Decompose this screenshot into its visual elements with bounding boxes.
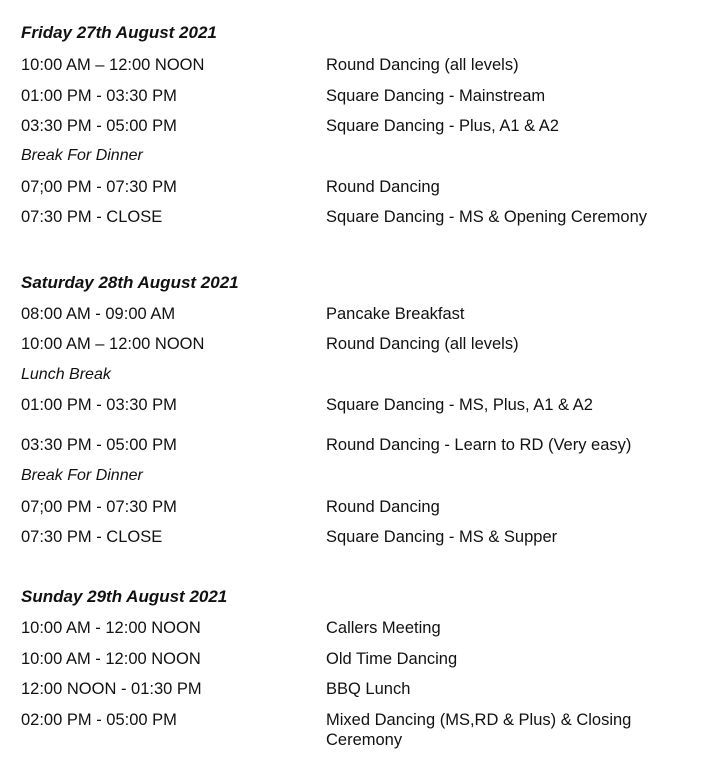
break-note: Lunch Break (21, 366, 111, 383)
activity: Square Dancing - Mainstream (326, 87, 546, 105)
activity: Pancake Breakfast (326, 305, 465, 323)
activity: Round Dancing (all levels) (326, 56, 519, 74)
activity: Square Dancing - MS, Plus, A1 & A2 (326, 396, 593, 414)
time-slot: 08:00 AM - 09:00 AM (21, 305, 176, 323)
time-slot: 07;00 PM - 07:30 PM (21, 178, 177, 196)
time-slot: 10:00 AM - 12:00 NOON (21, 650, 201, 668)
time-slot: 01:00 PM - 03:30 PM (21, 87, 177, 105)
time-slot: 07;00 PM - 07:30 PM (21, 498, 177, 516)
activity: Round Dancing (326, 178, 440, 196)
day-heading-friday: Friday 27th August 2021 (21, 23, 217, 42)
activity: Round Dancing (all levels) (326, 335, 519, 353)
time-slot: 03:30 PM - 05:00 PM (21, 436, 177, 454)
activity: Round Dancing - Learn to RD (Very easy) (326, 436, 632, 454)
activity: Square Dancing - Plus, A1 & A2 (326, 117, 559, 135)
activity: Old Time Dancing (326, 650, 458, 668)
time-slot: 10:00 AM – 12:00 NOON (21, 335, 205, 353)
time-slot: 12:00 NOON - 01:30 PM (21, 680, 202, 698)
time-slot: 02:00 PM - 05:00 PM (21, 711, 177, 729)
time-slot: 01:00 PM - 03:30 PM (21, 396, 177, 414)
time-slot: 03:30 PM - 05:00 PM (21, 117, 177, 135)
day-heading-sunday: Sunday 29th August 2021 (21, 587, 228, 606)
break-note: Break For Dinner (21, 147, 143, 164)
day-heading-saturday: Saturday 28th August 2021 (21, 273, 239, 292)
activity: Callers Meeting (326, 619, 441, 637)
activity: Square Dancing - MS & Supper (326, 528, 558, 546)
activity: Square Dancing - MS & Opening Ceremony (326, 208, 647, 226)
activity: Mixed Dancing (MS,RD & Plus) & Closing Ceremony (326, 711, 632, 749)
time-slot: 10:00 AM – 12:00 NOON (21, 56, 205, 74)
time-slot: 07:30 PM - CLOSE (21, 208, 163, 226)
activity: BBQ Lunch (326, 680, 411, 698)
time-slot: 10:00 AM - 12:00 NOON (21, 619, 201, 637)
event-schedule (21, 0, 701, 778)
break-note: Break For Dinner (21, 467, 143, 484)
activity: Round Dancing (326, 498, 440, 516)
time-slot: 07:30 PM - CLOSE (21, 528, 163, 546)
